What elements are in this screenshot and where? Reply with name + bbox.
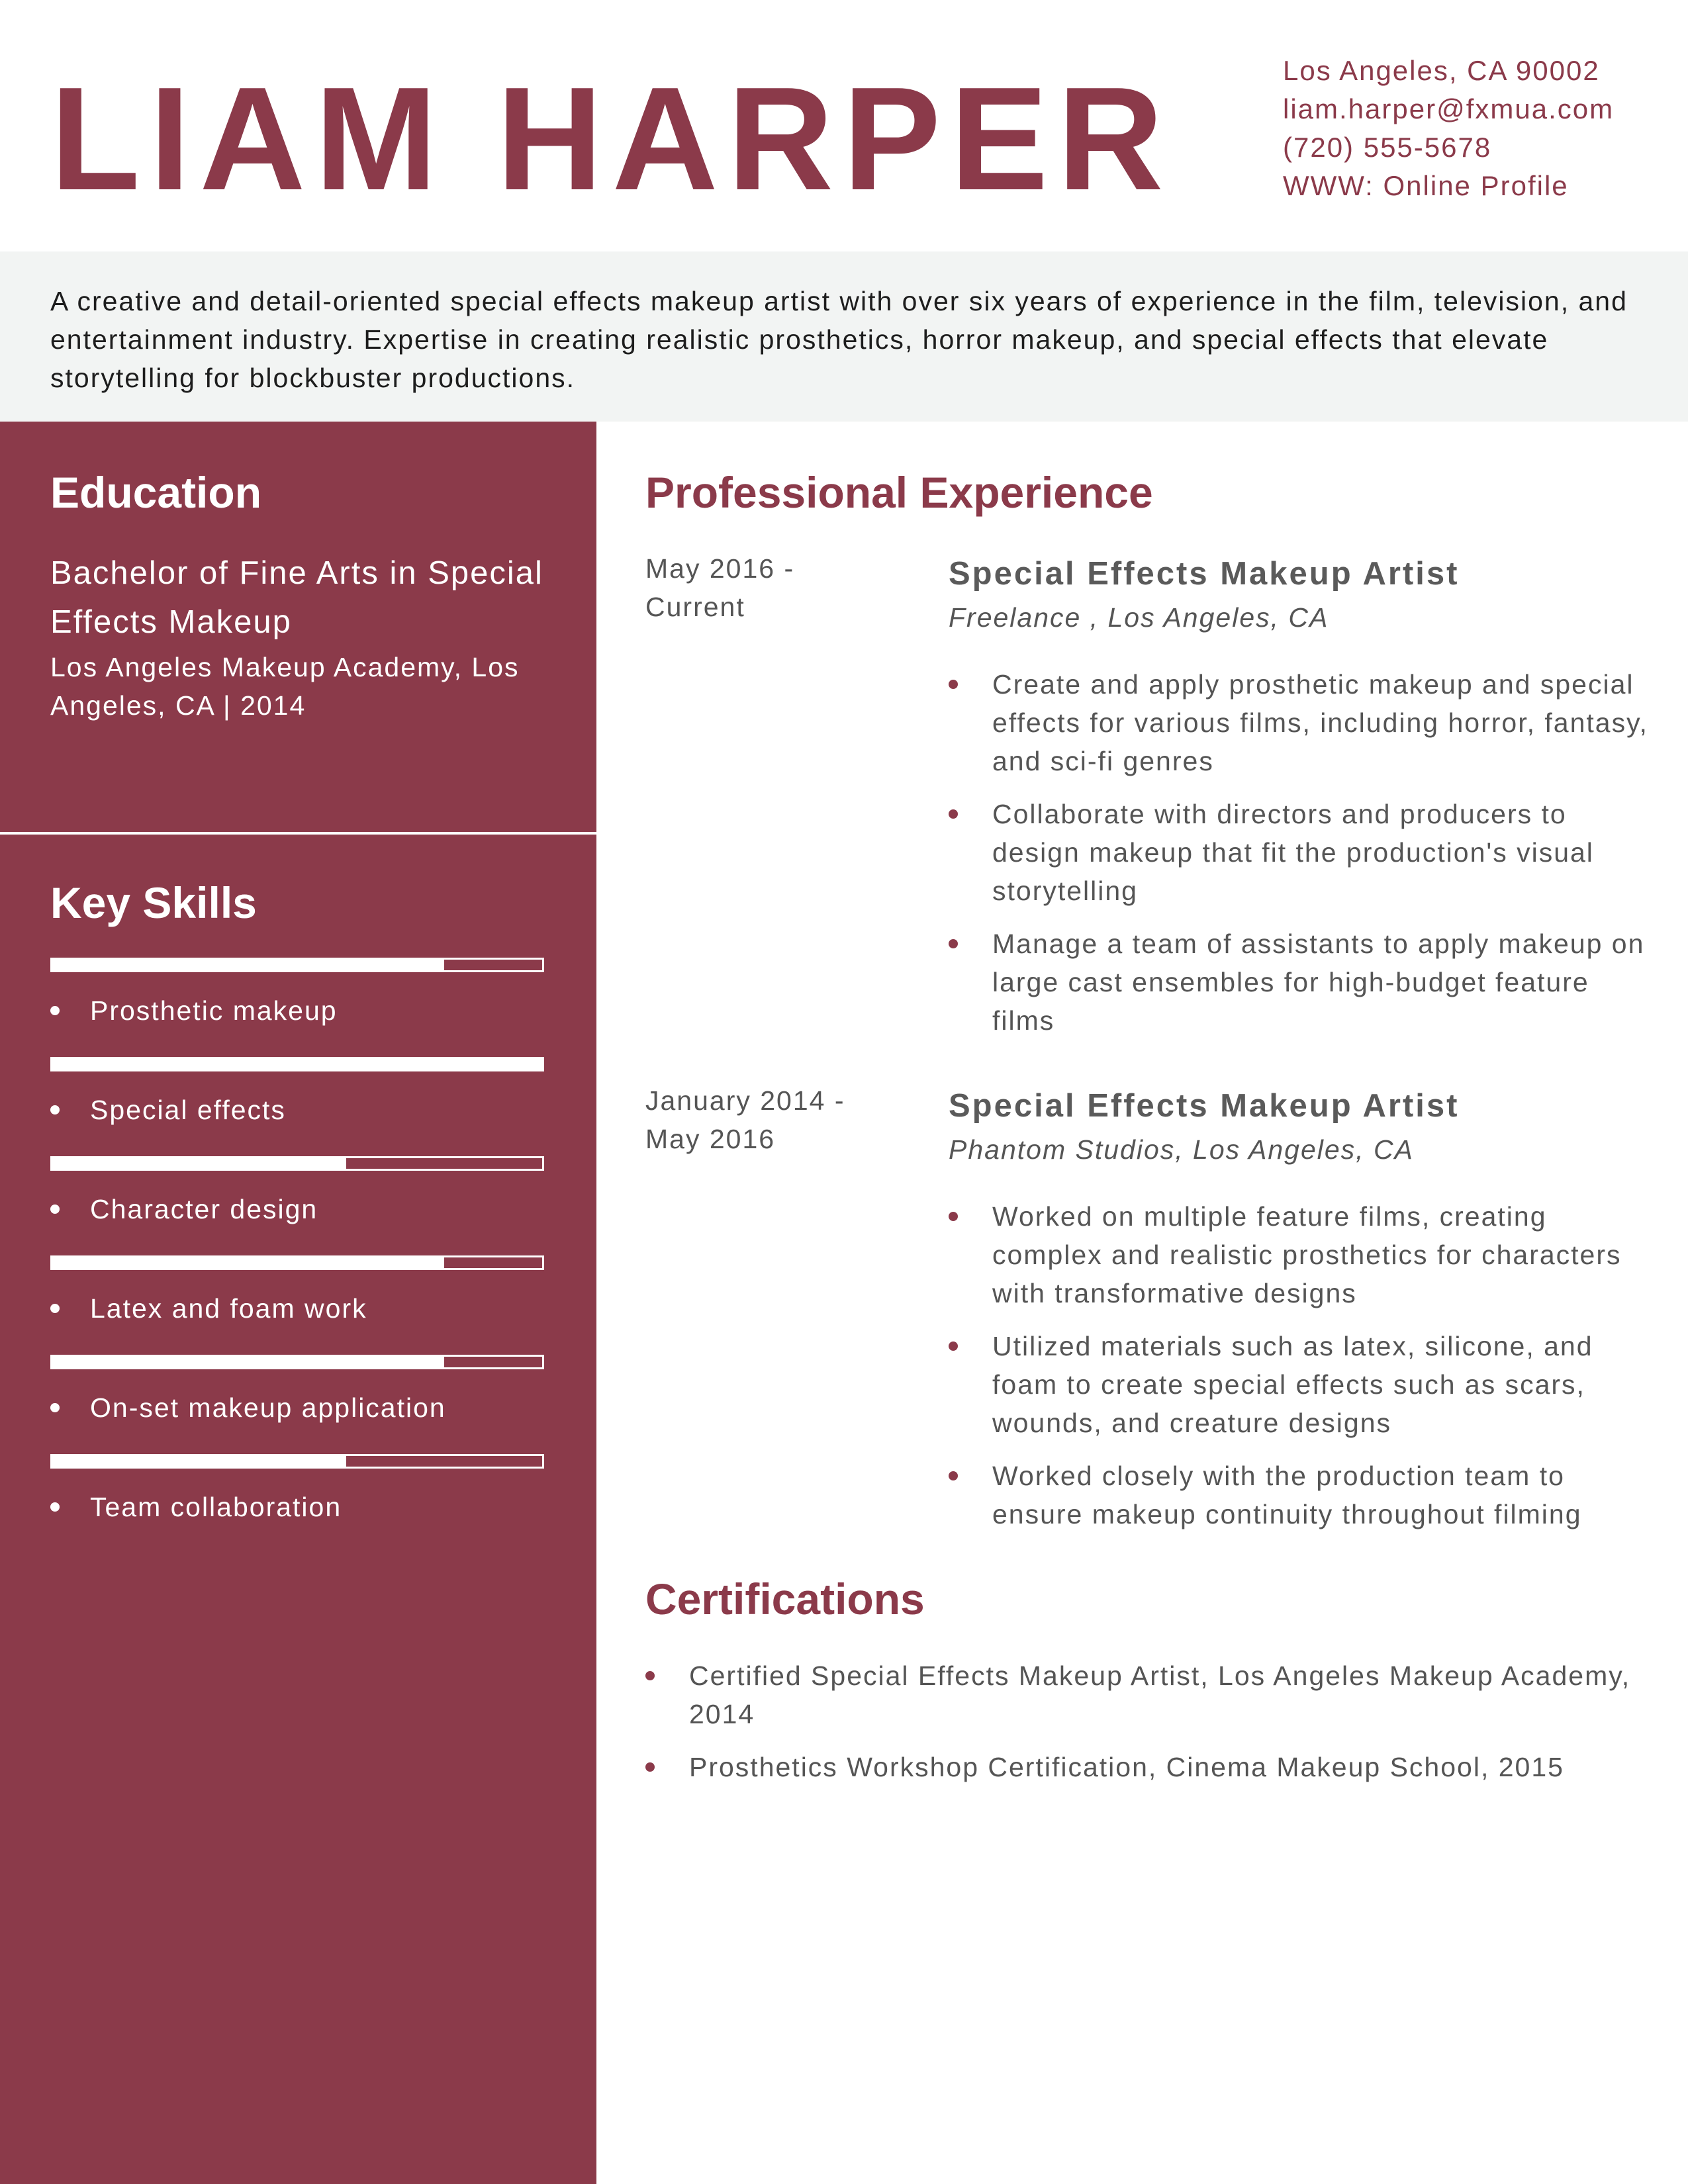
bullet-text: Collaborate with directors and producers to design makeup that fit the production's visual storytelling [992, 799, 1594, 906]
contact-location: Los Angeles, CA 90002 [1283, 55, 1600, 86]
contact-info [1283, 52, 1654, 205]
experience-heading: Professional Experience [645, 468, 1153, 517]
certification-text: Certified Special Effects Makeup Artist, Los Angeles Makeup Academy, 2014 [689, 1661, 1631, 1729]
contact-phone: (720) 555-5678 [1283, 132, 1492, 163]
bullet-icon [50, 1502, 60, 1512]
job-bullets [949, 665, 1650, 1054]
skill-label: Team collaboration [90, 1492, 342, 1522]
bullet-icon [949, 939, 958, 948]
summary-text: A creative and detail-oriented special effects makeup artist with over six years of experience in the film, television, and entertainment industry. Expertise in creating realistic prosthetics, horror makeup, and special effects that elevate storytelling for blockbuster productions. [50, 286, 1628, 393]
skill-level-bar [50, 1156, 544, 1171]
bullet-text: Worked closely with the production team to ensure makeup continuity throughout filming [992, 1461, 1582, 1529]
bullet-text: Worked on multiple feature films, creating complex and realistic prosthetics for characters with transformative designs [992, 1201, 1622, 1308]
education-heading: Education [50, 468, 262, 517]
list-item [949, 1327, 1650, 1442]
contact-email[interactable]: liam.harper@fxmua.com [1283, 93, 1615, 124]
skills-heading: Key Skills [50, 878, 257, 927]
list-item [645, 1748, 1652, 1786]
skill-level-bar [50, 1355, 544, 1369]
skill-level-bar [50, 1057, 544, 1071]
bullet-icon [645, 1671, 655, 1680]
bullet-text: Create and apply prosthetic makeup and special effects for various films, including horror, fantasy, and sci-fi genres [992, 669, 1648, 776]
skill-item [50, 1289, 553, 1328]
bullet-icon [50, 1205, 60, 1214]
bullet-icon [50, 1304, 60, 1313]
skill-level-fill [52, 1059, 542, 1069]
job-bullets [949, 1197, 1650, 1548]
certifications-list [645, 1657, 1652, 1801]
list-item [949, 795, 1650, 910]
bullet-icon [50, 1105, 60, 1115]
list-item [949, 925, 1650, 1040]
education-school: Los Angeles Makeup Academy, Los Angeles, CA | 2014 [50, 652, 520, 721]
contact-website[interactable]: WWW: Online Profile [1283, 170, 1569, 201]
list-item [949, 1457, 1650, 1533]
certifications-heading: Certifications [645, 1574, 925, 1623]
skill-label: Prosthetic makeup [90, 995, 338, 1026]
bullet-icon [50, 1006, 60, 1015]
skill-level-fill [52, 1257, 444, 1268]
skill-item [50, 1488, 553, 1526]
bullet-icon [949, 809, 958, 819]
skill-level-fill [52, 1158, 346, 1169]
skill-level-fill [52, 1357, 444, 1367]
skill-item [50, 991, 553, 1030]
job-date: January 2014 - May 2016 [645, 1085, 845, 1154]
skill-level-fill [52, 1456, 346, 1467]
bullet-icon [949, 1342, 958, 1351]
sidebar-divider [0, 832, 596, 835]
education-degree: Bachelor of Fine Arts in Special Effects Makeup [50, 555, 543, 640]
job-title: Special Effects Makeup Artist [949, 556, 1460, 592]
skill-level-bar [50, 958, 544, 972]
skill-level-fill [52, 960, 444, 970]
job-company: Freelance , Los Angeles, CA [949, 602, 1329, 633]
skill-level-bar [50, 1255, 544, 1270]
skill-level-bar [50, 1454, 544, 1469]
bullet-icon [50, 1403, 60, 1412]
list-item [949, 665, 1650, 780]
skill-label: Latex and foam work [90, 1293, 367, 1324]
candidate-name: LIAM HARPER [50, 57, 1173, 221]
skill-label: Special effects [90, 1095, 286, 1125]
job-date: May 2016 - Current [645, 553, 795, 622]
certification-text: Prosthetics Workshop Certification, Cinema Makeup School, 2015 [689, 1752, 1564, 1782]
list-item [949, 1197, 1650, 1312]
skill-item [50, 1091, 553, 1129]
job-title: Special Effects Makeup Artist [949, 1088, 1460, 1124]
bullet-icon [949, 1212, 958, 1221]
skill-item [50, 1190, 553, 1228]
bullet-text: Manage a team of assistants to apply makeup on large cast ensembles for high-budget feature films [992, 929, 1645, 1036]
skill-label: On-set makeup application [90, 1392, 446, 1423]
skill-item [50, 1388, 553, 1427]
skill-label: Character design [90, 1194, 318, 1224]
bullet-icon [645, 1762, 655, 1772]
job-company: Phantom Studios, Los Angeles, CA [949, 1134, 1414, 1165]
bullet-icon [949, 680, 958, 689]
bullet-text: Utilized materials such as latex, silicone, and foam to create special effects such as scars, wounds, and creature designs [992, 1331, 1593, 1438]
list-item [645, 1657, 1652, 1733]
bullet-icon [949, 1471, 958, 1480]
